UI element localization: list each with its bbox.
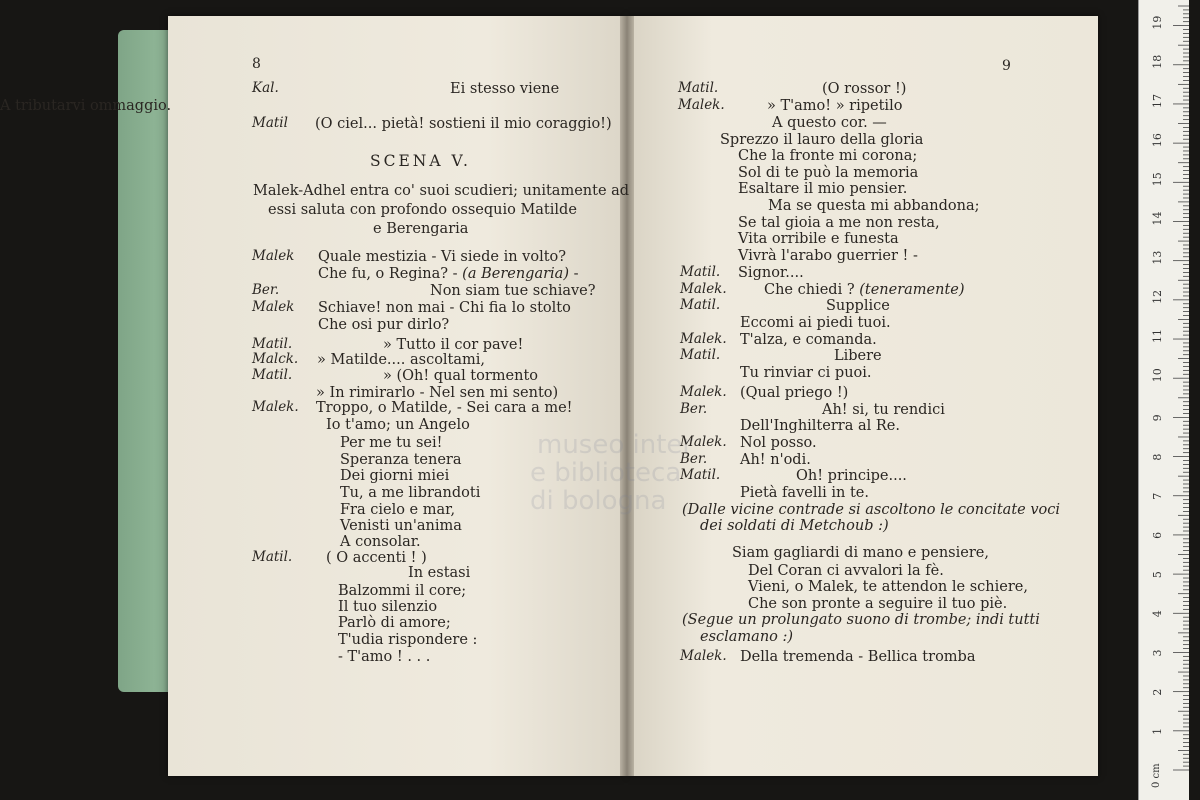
right-speaker-12: Matil. [680, 264, 721, 280]
left-speaker-17: Malek. [252, 399, 299, 415]
right-line-text: » T'amo! » ripetilo [767, 98, 903, 114]
left-line-7 [373, 222, 468, 237]
right-line-text: Ah! si, tu rendici [822, 402, 945, 418]
right-speaker-1: Matil. [678, 80, 719, 96]
left-speaker-3: Matil [252, 115, 288, 131]
left-line-14 [317, 353, 485, 368]
right-line-text: Sol di te può la memoria [738, 165, 919, 181]
right-page-number: 9 [1002, 58, 1011, 74]
ruler-number: 6 [1151, 531, 1164, 539]
left-line-30 [338, 616, 451, 631]
right-line-14 [826, 299, 890, 314]
right-speaker-22: Malek. [680, 434, 727, 450]
left-line-16 [316, 386, 558, 401]
ruler-number: 5 [1151, 571, 1164, 579]
ruler-number: 12 [1151, 289, 1164, 304]
right-speaker-17: Matil. [680, 347, 721, 363]
right-line-30 [748, 580, 1028, 595]
left-line-text: Malek-Adhel entra co' suoi scudieri; unitamente ad [253, 183, 630, 199]
right-line-text: Libere [834, 348, 882, 364]
right-line-29 [748, 564, 944, 579]
left-line-text: - T'amo ! . . . [338, 649, 431, 665]
right-line-22 [740, 436, 817, 451]
right-line-text: (Segue un prolungato suono di trombe; indi tutti [682, 612, 1040, 628]
right-line-21 [740, 419, 900, 434]
right-stage-direction: (teneramente) [854, 282, 965, 298]
right-line-text: Vivrà l'arabo guerrier ! - [738, 248, 918, 264]
right-line-7 [738, 182, 907, 197]
right-line-text: Tu rinviar ci puoi. [740, 365, 872, 381]
left-line-text: Venisti un'anima [340, 518, 462, 534]
left-speaker-15: Matil. [252, 367, 293, 383]
ruler-number: 2 [1151, 688, 1164, 696]
left-line-3 [315, 117, 612, 132]
left-line-15 [383, 369, 538, 384]
left-line-text: SCENA V. [370, 152, 471, 170]
right-line-text: Vieni, o Malek, te attendon le schiere, [748, 579, 1028, 595]
left-line-29 [338, 600, 437, 615]
right-speaker-34: Malek. [680, 648, 727, 664]
left-speaker-26: Matil. [252, 549, 293, 565]
right-speaker-2: Malek. [678, 97, 725, 113]
left-line-21 [340, 469, 449, 484]
ruler-number: 17 [1151, 93, 1164, 108]
left-line-9 [318, 267, 579, 282]
right-line-text: Siam gagliardi di mano e pensiere, [732, 545, 989, 561]
ruler-number: 18 [1151, 54, 1164, 69]
ruler-unit: 0 cm [1151, 763, 1162, 788]
left-line-text: Troppo, o Matilde, - Sei cara a me! [316, 400, 573, 416]
left-line-8 [318, 250, 566, 265]
right-line-24 [796, 469, 907, 484]
right-speaker-23: Ber. [680, 451, 708, 467]
left-line-text: Balzommi il core; [338, 583, 467, 599]
right-line-text: (Qual priego !) [740, 385, 849, 401]
right-speaker-14: Matil. [680, 297, 721, 313]
right-line-text: Vita orribile e funesta [738, 231, 899, 247]
watermark-line-2: e biblioteca [530, 458, 682, 488]
right-line-text: dei soldati di Metchoub :) [700, 518, 889, 534]
ruler-number: 3 [1151, 649, 1164, 657]
right-line-text: Della tremenda - Bellica tromba [740, 649, 976, 665]
right-line-text: Dell'Inghilterra al Re. [740, 418, 900, 434]
left-line-text: Non siam tue schiave? [430, 283, 596, 299]
book-gutter [620, 16, 634, 776]
left-line-27 [408, 566, 470, 581]
right-line-10 [738, 232, 899, 247]
left-line-25 [340, 535, 421, 550]
right-line-3 [772, 116, 887, 131]
left-line-text: » Matilde.... ascoltami, [317, 352, 486, 368]
right-line-text: Sprezzo il lauro della gloria [720, 132, 924, 148]
left-speaker-14: Malck. [252, 351, 299, 367]
right-line-1 [822, 82, 906, 97]
left-line-text: Tu, a me librandoti [340, 485, 481, 501]
left-line-text: In estasi [408, 565, 471, 581]
left-line-17 [316, 401, 573, 416]
right-line-text: Ah! n'odi. [740, 452, 811, 468]
right-line-32 [682, 613, 1040, 628]
right-line-20 [822, 403, 945, 418]
left-line-text: Il tuo silenzio [338, 599, 438, 615]
left-line-31 [338, 633, 477, 648]
ruler-number: 13 [1151, 250, 1164, 265]
ruler-number: 19 [1151, 15, 1164, 30]
right-speaker-24: Matil. [680, 467, 721, 483]
right-line-text: Ma se questa mi abbandona; [768, 198, 980, 214]
right-speaker-19: Malek. [680, 384, 727, 400]
ruler-number: 14 [1151, 211, 1164, 226]
left-line-text: Io t'amo; un Angelo [326, 417, 470, 433]
right-line-text: (Dalle vicine contrade si ascoltono le concitate voci [682, 502, 1061, 518]
right-line-text: Eccomi ai piedi tuoi. [740, 315, 891, 331]
ruler-ticks [1139, 0, 1189, 800]
right-line-text: Esaltare il mio pensier. [738, 181, 908, 197]
left-line-10 [430, 284, 596, 299]
left-line-5 [253, 184, 629, 199]
right-line-18 [740, 366, 872, 381]
right-line-15 [740, 316, 891, 331]
right-line-9 [738, 216, 940, 231]
right-line-text: Pietà favelli in te. [740, 485, 869, 501]
left-line-text: Speranza tenera [340, 452, 462, 468]
right-line-text: Che son pronte a seguire il tuo piè. [748, 596, 1008, 612]
left-page-number: 8 [252, 56, 261, 72]
left-line-text: ( O accenti ! ) [326, 550, 427, 566]
right-line-13 [764, 283, 965, 298]
left-line-text: Fra cielo e mar, [340, 502, 456, 518]
left-line-2 [0, 99, 171, 114]
left-line-text: essi saluta con profondo ossequio Matilde [268, 202, 577, 218]
right-line-17 [834, 349, 882, 364]
right-line-text: Se tal gioia a me non resta, [738, 215, 940, 231]
right-line-11 [738, 249, 918, 264]
left-line-text: Per me tu sei! [340, 435, 443, 451]
right-line-28 [732, 546, 989, 561]
ruler-number: 16 [1151, 133, 1164, 148]
left-line-text: A consolar. [340, 534, 421, 550]
left-line-text: A tributarvi ommaggio. [0, 98, 172, 114]
right-line-text: Che chiedi ? [764, 282, 855, 298]
left-line-text: » (Oh! qual tormento [383, 368, 539, 384]
right-line-23 [740, 453, 811, 468]
right-line-33 [700, 630, 793, 645]
left-line-text: Quale mestizia - Vi siede in volto? [318, 249, 567, 265]
left-line-28 [338, 584, 466, 599]
left-line-text: » In rimirarlo - Nel sen mi sento) [316, 385, 559, 401]
watermark-line-3: di bologna [530, 486, 667, 516]
right-line-5 [738, 149, 917, 164]
right-line-2 [767, 99, 902, 114]
right-speaker-16: Malek. [680, 331, 727, 347]
ruler-number: 10 [1151, 368, 1164, 383]
right-line-text: Che la fronte mi corona; [738, 148, 918, 164]
left-line-text: (O ciel... pietà! sostieni il mio coraggio!) [315, 116, 612, 132]
left-line-text: Che fu, o Regina? - [318, 266, 458, 282]
right-line-text: Supplice [826, 298, 890, 314]
left-line-text: Che osi pur dirlo? [318, 317, 450, 333]
left-line-26 [326, 551, 427, 566]
right-line-19 [740, 386, 848, 401]
watermark-line-1: museo inter [537, 430, 694, 460]
right-line-4 [720, 133, 923, 148]
measuring-ruler [1138, 0, 1189, 800]
ruler-number: 9 [1151, 414, 1164, 422]
left-line-tail: - [568, 266, 579, 282]
left-line-24 [340, 519, 462, 534]
left-line-text: Parlò di amore; [338, 615, 451, 631]
left-line-18 [326, 418, 470, 433]
right-line-text: Signor.... [738, 265, 804, 281]
left-stage-direction: (a Berengaria) [457, 266, 569, 282]
right-speaker-20: Ber. [680, 401, 708, 417]
left-line-text: Schiave! non mai - Chi fia lo stolto [318, 300, 571, 316]
ruler-number: 8 [1151, 453, 1164, 461]
right-line-25 [740, 486, 869, 501]
left-line-13 [383, 338, 523, 353]
left-line-20 [340, 453, 462, 468]
right-line-26 [682, 503, 1060, 518]
ruler-number: 15 [1151, 172, 1164, 187]
right-line-34 [740, 650, 975, 665]
left-line-23 [340, 503, 455, 518]
left-speaker-8: Malek [252, 248, 295, 264]
right-speaker-13: Malek. [680, 281, 727, 297]
left-line-6 [268, 203, 577, 218]
ruler-number: 1 [1151, 727, 1164, 735]
left-line-12 [318, 318, 449, 333]
left-line-19 [340, 436, 442, 451]
left-speaker-10: Ber. [252, 282, 280, 298]
left-line-text: Ei stesso viene [450, 81, 560, 97]
right-line-8 [768, 199, 980, 214]
left-line-text: Dei giorni miei [340, 468, 450, 484]
right-line-text: esclamano :) [700, 629, 794, 645]
left-line-32 [338, 650, 430, 665]
right-line-text: T'alza, e comanda. [740, 332, 877, 348]
left-line-text: » Tutto il cor pave! [383, 337, 524, 353]
ruler-number: 4 [1151, 610, 1164, 618]
left-speaker-1: Kal. [252, 80, 279, 96]
left-line-text: T'udia rispondere : [338, 632, 478, 648]
right-line-31 [748, 597, 1007, 612]
right-line-16 [740, 333, 877, 348]
ruler-number: 11 [1151, 329, 1164, 344]
left-line-22 [340, 486, 480, 501]
right-line-27 [700, 519, 889, 534]
right-line-text: Del Coran ci avvalori la fè. [748, 563, 944, 579]
left-line-4 [370, 154, 471, 170]
left-speaker-11: Malek [252, 299, 295, 315]
right-line-text: A questo cor. — [772, 115, 887, 131]
left-line-11 [318, 301, 571, 316]
left-line-1 [450, 82, 559, 97]
right-line-text: Nol posso. [740, 435, 817, 451]
right-line-text: Oh! principe.... [796, 468, 907, 484]
right-line-12 [738, 266, 804, 281]
right-line-text: (O rossor !) [822, 81, 907, 97]
left-speaker-13: Matil. [252, 336, 293, 352]
right-line-6 [738, 166, 918, 181]
ruler-number: 7 [1151, 492, 1164, 500]
left-line-text: e Berengaria [373, 221, 469, 237]
